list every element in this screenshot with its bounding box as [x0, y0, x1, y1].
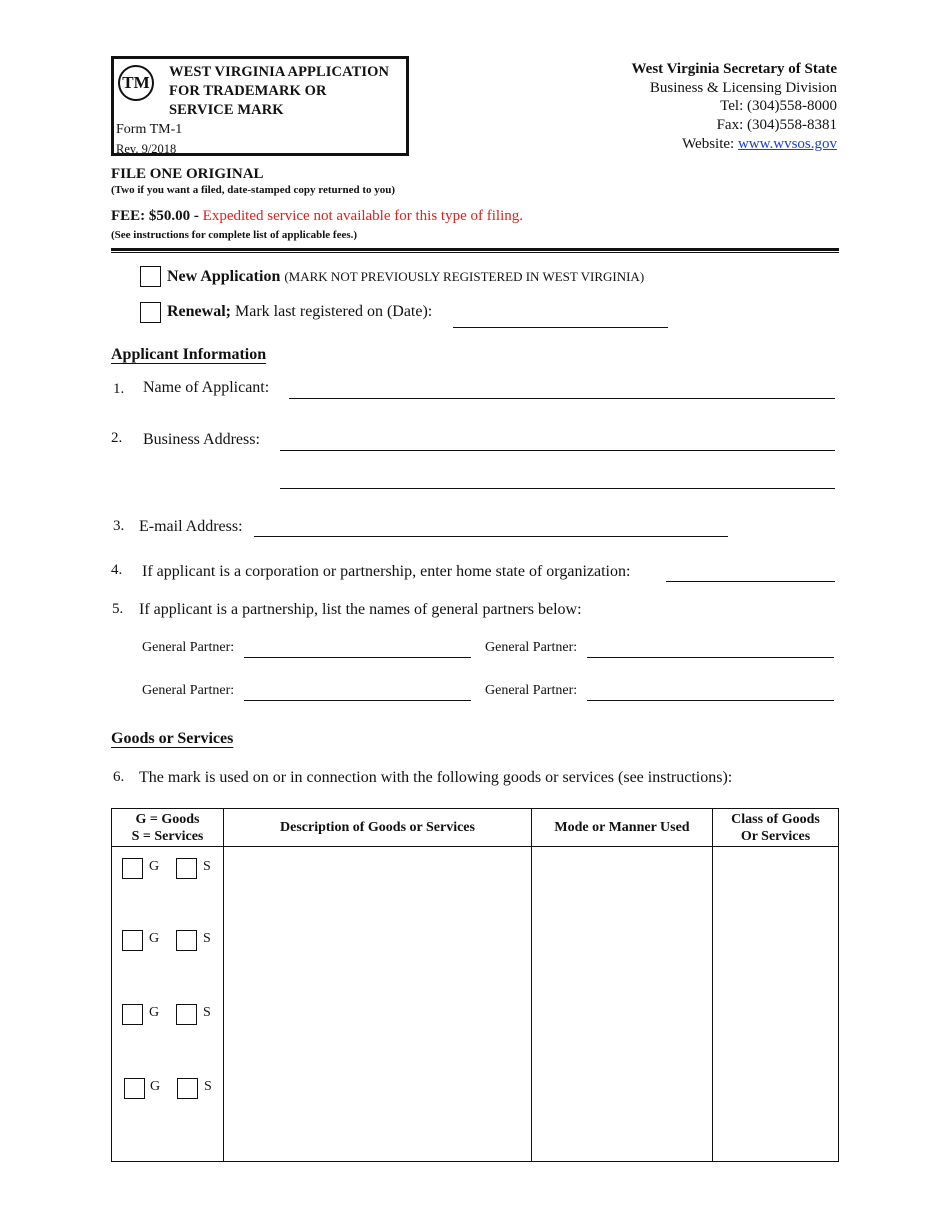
class-cell[interactable]: [713, 847, 839, 1162]
agency-tel: Tel: (304)558-8000: [720, 98, 837, 114]
file-one-original: FILE ONE ORIGINAL: [111, 166, 264, 182]
general-partner-field-3[interactable]: [244, 700, 471, 701]
divider: [111, 248, 839, 251]
description-column-header: Description of Goods or Services: [224, 809, 532, 847]
renewal-text: Renewal;: [167, 303, 231, 320]
services-checkbox[interactable]: [177, 1078, 198, 1099]
gs-header-line2: S = Services: [131, 828, 204, 844]
gs-header-line1: G = Goods: [135, 811, 200, 827]
new-application-note: (MARK NOT PREVIOUSLY REGISTERED IN WEST VIRGINIA): [284, 269, 645, 284]
g-label: G: [149, 1005, 160, 1020]
mode-cell[interactable]: [532, 847, 713, 1162]
form-revision: Rev. 9/2018: [116, 142, 177, 156]
form-title-line1: WEST VIRGINIA APPLICATION: [169, 64, 390, 80]
form-title: [169, 63, 389, 120]
fee-notice: Expedited service not available for this type of filing.: [202, 208, 523, 224]
new-application-checkbox[interactable]: [140, 266, 161, 287]
form-number: Form TM-1: [116, 122, 183, 137]
new-application-label: [167, 268, 644, 286]
general-partner-field-1[interactable]: [244, 657, 471, 658]
s-label: S: [203, 1005, 211, 1020]
general-partner-field-2[interactable]: [587, 657, 834, 658]
applicant-section-title: Applicant Information: [111, 346, 267, 363]
website-link[interactable]: www.wvsos.gov: [737, 136, 837, 152]
file-note: (Two if you want a filed, date-stamped copy returned to you): [111, 184, 396, 196]
q3-number: 3.: [113, 518, 125, 534]
fee-line: [111, 208, 523, 225]
gs-column-header: [112, 809, 224, 847]
s-label: S: [203, 931, 211, 946]
services-checkbox[interactable]: [176, 858, 197, 879]
q2-label: Business Address:: [143, 431, 260, 448]
business-address-field-1[interactable]: [280, 450, 835, 451]
q4-number: 4.: [111, 562, 123, 578]
g-label: G: [149, 859, 160, 874]
form-title-line2: FOR TRADEMARK OR: [169, 83, 327, 99]
renewal-label: [167, 303, 432, 321]
general-partner-label: General Partner:: [142, 640, 235, 655]
q6-label: The mark is used on or in connection with the following goods or services (see instructions):: [139, 769, 733, 786]
s-label: S: [203, 859, 211, 874]
fee-note: (See instructions for complete list of applicable fees.): [111, 229, 358, 241]
class-header-line1: Class of Goods: [731, 811, 820, 827]
agency-division: Business & Licensing Division: [649, 80, 837, 96]
divider: [111, 252, 839, 253]
services-checkbox[interactable]: [176, 930, 197, 951]
general-partner-label: General Partner:: [485, 640, 578, 655]
email-field[interactable]: [254, 536, 728, 537]
fee-label: FEE: $50.00 -: [111, 208, 199, 224]
q3-label: E-mail Address:: [139, 518, 243, 535]
general-partner-label: General Partner:: [142, 683, 235, 698]
goods-checkbox[interactable]: [122, 930, 143, 951]
q4-label: If applicant is a corporation or partnership, enter home state of organization:: [142, 563, 631, 580]
trademark-symbol: TM: [118, 65, 154, 101]
business-address-field-2[interactable]: [280, 488, 835, 489]
renewal-date-field[interactable]: [453, 327, 668, 328]
description-cell[interactable]: [224, 847, 532, 1162]
services-checkbox[interactable]: [176, 1004, 197, 1025]
goods-checkbox[interactable]: [122, 1004, 143, 1025]
q6-number: 6.: [113, 769, 125, 785]
form-title-line3: SERVICE MARK: [169, 102, 284, 118]
general-partner-field-4[interactable]: [587, 700, 834, 701]
goods-checkbox[interactable]: [122, 858, 143, 879]
goods-checkbox[interactable]: [124, 1078, 145, 1099]
goods-section-title: Goods or Services: [111, 730, 234, 747]
mode-column-header: Mode or Manner Used: [532, 809, 713, 847]
home-state-field[interactable]: [666, 581, 835, 582]
renewal-note: Mark last registered on (Date):: [234, 303, 433, 320]
class-column-header: [713, 809, 839, 847]
q5-number: 5.: [112, 601, 124, 617]
new-application-text: New Application: [167, 268, 281, 285]
g-label: G: [149, 931, 160, 946]
q5-label: If applicant is a partnership, list the names of general partners below:: [139, 601, 582, 618]
applicant-name-field[interactable]: [289, 398, 835, 399]
q1-label: Name of Applicant:: [143, 379, 270, 396]
s-label: S: [204, 1079, 212, 1094]
table-header-row: [112, 809, 839, 847]
q1-number: 1.: [113, 381, 125, 397]
q2-number: 2.: [111, 430, 123, 446]
agency-website: [682, 135, 837, 154]
renewal-checkbox[interactable]: [140, 302, 161, 323]
general-partner-label: General Partner:: [485, 683, 578, 698]
website-label: Website:: [682, 136, 735, 152]
goods-services-table: [111, 808, 839, 1162]
table-row: [112, 847, 839, 1162]
agency-fax: Fax: (304)558-8381: [716, 117, 837, 133]
class-header-line2: Or Services: [740, 828, 811, 844]
agency-name: West Virginia Secretary of State: [631, 61, 837, 77]
g-label: G: [150, 1079, 161, 1094]
